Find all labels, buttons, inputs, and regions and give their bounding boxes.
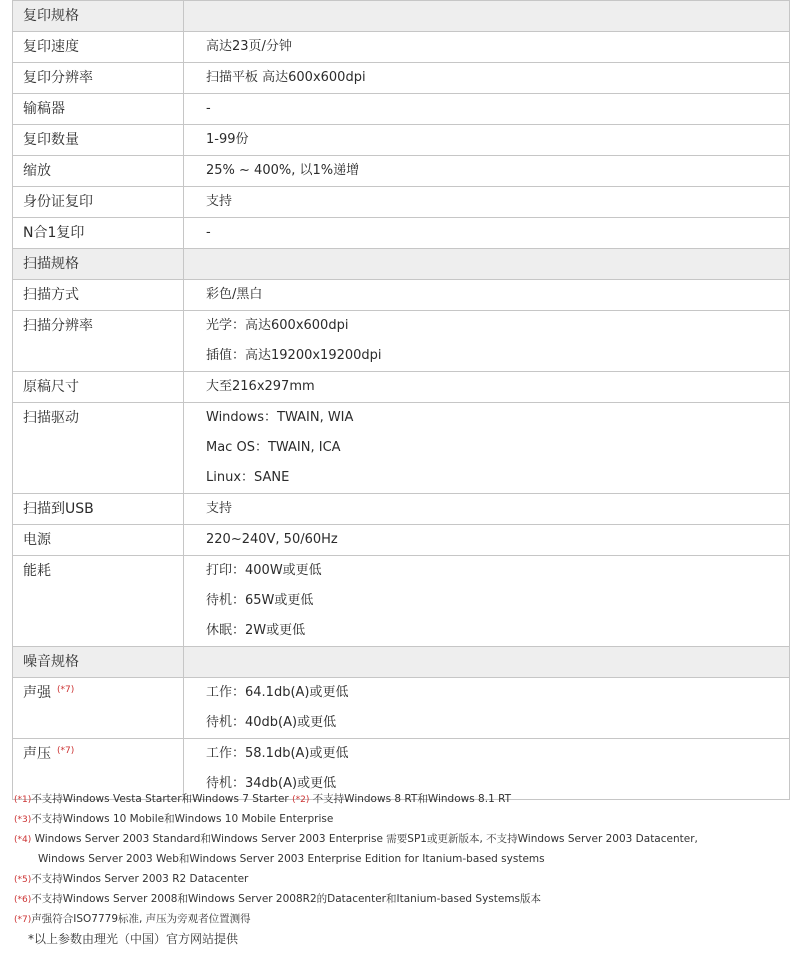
spec-label-text: 声强: [23, 685, 51, 701]
spec-row: [13, 63, 790, 94]
spec-label: [23, 156, 183, 186]
spec-label: [23, 187, 183, 217]
spec-value: -: [206, 225, 211, 240]
spec-label: [23, 372, 183, 402]
footnote-text: 不支持Windos Server 2003 R2 Datacenter: [31, 873, 249, 885]
footnote-text: 不支持Windows 8 RT和Windows 8.1 RT: [309, 793, 512, 805]
spec-label-cell: [13, 311, 184, 372]
footnote: [14, 909, 784, 929]
spec-value: 彩色/黑白: [206, 287, 263, 302]
spec-label-cell: [13, 156, 184, 187]
spec-value-cell: [184, 525, 790, 556]
spec-value: 待机：40db(A)或更低: [206, 715, 337, 730]
spec-label: [23, 94, 183, 124]
section-header-row: [13, 1, 790, 32]
spec-label: [23, 556, 183, 586]
spec-label: [23, 525, 183, 555]
spec-label: [23, 1, 183, 31]
spec-value-cell: [184, 156, 790, 187]
footnote-text: Windows Server 2003 Web和Windows Server 2003 Enterprise Edition for Itanium-based systems: [38, 853, 545, 865]
spec-label-cell: [13, 525, 184, 556]
spec-value: 工作：64.1db(A)或更低: [206, 685, 349, 700]
spec-label: [23, 494, 183, 524]
spec-label: [23, 311, 183, 341]
spec-row: [13, 125, 790, 156]
spec-label-text: 能耗: [23, 563, 51, 579]
footnote-text: 不支持Windows Server 2008和Windows Server 2008R2的Datacenter和Itanium-based Systems版本: [31, 893, 542, 905]
footnote: [14, 809, 784, 829]
spec-value-cell: [184, 311, 790, 372]
spec-value: 大至216x297mm: [206, 379, 315, 394]
footnote-text: 不支持Windows Vesta Starter和Windows 7 Starter: [31, 793, 293, 805]
spec-table-body: [13, 1, 790, 800]
spec-value-cell: [184, 403, 790, 494]
footnote-marker: (*4): [14, 835, 32, 845]
spec-row: [13, 494, 790, 525]
spec-value: 支持: [206, 194, 233, 209]
spec-label-text: 输稿器: [23, 101, 65, 117]
spec-label-cell: [13, 494, 184, 525]
spec-value-cell: [184, 32, 790, 63]
spec-value-cell: [184, 647, 790, 678]
spec-label-text: 电源: [23, 532, 51, 548]
footnote-marker: (*7): [14, 915, 32, 925]
spec-value-cell: [184, 187, 790, 218]
spec-label-text: 复印速度: [23, 39, 79, 55]
spec-value-cell: [184, 556, 790, 647]
spec-label: [23, 678, 183, 708]
footnote: [14, 829, 784, 849]
spec-label-cell: [13, 280, 184, 311]
spec-value: -: [206, 101, 211, 116]
footnote: [14, 789, 784, 809]
spec-value-cell: [184, 249, 790, 280]
spec-value: 待机：34db(A)或更低: [206, 776, 337, 791]
spec-label-text: 缩放: [23, 163, 51, 179]
spec-label-cell: [13, 94, 184, 125]
spec-value-cell: [184, 125, 790, 156]
spec-value: 插值：高达19200x19200dpi: [206, 348, 382, 363]
footnote-marker: (*5): [14, 875, 32, 885]
spec-label-text: 原稿尺寸: [23, 379, 79, 395]
spec-label: [23, 739, 183, 769]
spec-row: [13, 556, 790, 647]
spec-label-text: 复印分辨率: [23, 70, 93, 86]
spec-value: 打印：400W或更低: [206, 563, 322, 578]
footnotes: [14, 789, 784, 949]
spec-value: 扫描平板 高达600x600dpi: [206, 70, 366, 85]
spec-label: [23, 32, 183, 62]
footnote: [14, 869, 784, 889]
footnote: [14, 849, 784, 869]
spec-value: 220~240V, 50/60Hz: [206, 532, 338, 547]
spec-label-cell: [13, 556, 184, 647]
section-title: [13, 249, 184, 280]
spec-label-text: N合1复印: [23, 225, 85, 241]
footnote-text: Windows Server 2003 Standard和Windows Server 2003 Enterprise 需要SP1或更新版本, 不支持Windows Server 2003 Datacenter,: [31, 833, 698, 845]
spec-value: 高达23页/分钟: [206, 39, 292, 54]
spec-value: Linux：SANE: [206, 470, 290, 485]
spec-label-text: 扫描规格: [23, 256, 79, 272]
spec-label-text: 声压: [23, 746, 51, 762]
section-title: [13, 647, 184, 678]
spec-row: [13, 372, 790, 403]
spec-row: [13, 525, 790, 556]
spec-value: 待机：65W或更低: [206, 593, 314, 608]
section-header-row: [13, 249, 790, 280]
spec-label: [23, 249, 183, 279]
footnote-marker: (*6): [14, 895, 32, 905]
spec-value-cell: [184, 218, 790, 249]
spec-row: [13, 280, 790, 311]
section-title: [13, 1, 184, 32]
spec-row: [13, 403, 790, 494]
footnote-ref: (*7): [57, 746, 75, 756]
spec-label-text: 扫描分辨率: [23, 318, 93, 334]
spec-row: [13, 678, 790, 739]
spec-value-cell: [184, 494, 790, 525]
spec-label: [23, 647, 183, 677]
footnote-marker: (*3): [14, 815, 32, 825]
spec-label-cell: [13, 678, 184, 739]
spec-table: [12, 0, 790, 800]
spec-value: [206, 647, 789, 677]
footnote-marker: (*2): [292, 795, 310, 805]
spec-value-cell: [184, 94, 790, 125]
spec-label-text: 身份证复印: [23, 194, 93, 210]
spec-label-cell: [13, 125, 184, 156]
spec-label-cell: [13, 32, 184, 63]
spec-value-cell: [184, 280, 790, 311]
spec-label-cell: [13, 372, 184, 403]
footnote-text: 声强符合ISO7779标准, 声压为旁观者位置测得: [31, 913, 251, 925]
section-header-row: [13, 647, 790, 678]
spec-value: 休眠：2W或更低: [206, 623, 306, 638]
spec-label-cell: [13, 187, 184, 218]
spec-value-cell: [184, 678, 790, 739]
spec-label-text: 复印数量: [23, 132, 79, 148]
spec-value: 1-99份: [206, 132, 249, 147]
spec-row: [13, 94, 790, 125]
footnote-marker: (*1): [14, 795, 32, 805]
spec-label: [23, 63, 183, 93]
spec-label: [23, 280, 183, 310]
footnote-text: 不支持Windows 10 Mobile和Windows 10 Mobile Enterprise: [31, 813, 334, 825]
spec-value: 工作：58.1db(A)或更低: [206, 746, 349, 761]
source-note: *以上参数由理光（中国）官方网站提供: [28, 932, 239, 946]
spec-value: Mac OS：TWAIN, ICA: [206, 440, 341, 455]
spec-value: 光学：高达600x600dpi: [206, 318, 349, 333]
spec-value: 25% ~ 400%, 以1%递增: [206, 163, 360, 178]
spec-label: [23, 125, 183, 155]
spec-value: [206, 1, 789, 31]
spec-value: Windows：TWAIN, WIA: [206, 410, 354, 425]
spec-value-cell: [184, 63, 790, 94]
spec-label-cell: [13, 403, 184, 494]
spec-label-text: 扫描到USB: [23, 501, 94, 517]
footnote: [14, 889, 784, 909]
spec-value-cell: [184, 1, 790, 32]
spec-label-text: 扫描驱动: [23, 410, 79, 426]
footnote-ref: (*7): [57, 685, 75, 695]
spec-label: [23, 403, 183, 433]
spec-value-cell: [184, 372, 790, 403]
spec-label-text: 扫描方式: [23, 287, 79, 303]
spec-value: 支持: [206, 501, 233, 516]
spec-label-text: 噪音规格: [23, 654, 79, 670]
spec-value: [206, 249, 789, 279]
spec-label-cell: [13, 63, 184, 94]
spec-label-cell: [13, 218, 184, 249]
spec-row: [13, 311, 790, 372]
spec-row: [13, 218, 790, 249]
spec-label: [23, 218, 183, 248]
spec-row: [13, 156, 790, 187]
spec-row: [13, 32, 790, 63]
spec-row: [13, 187, 790, 218]
spec-label-text: 复印规格: [23, 8, 79, 24]
